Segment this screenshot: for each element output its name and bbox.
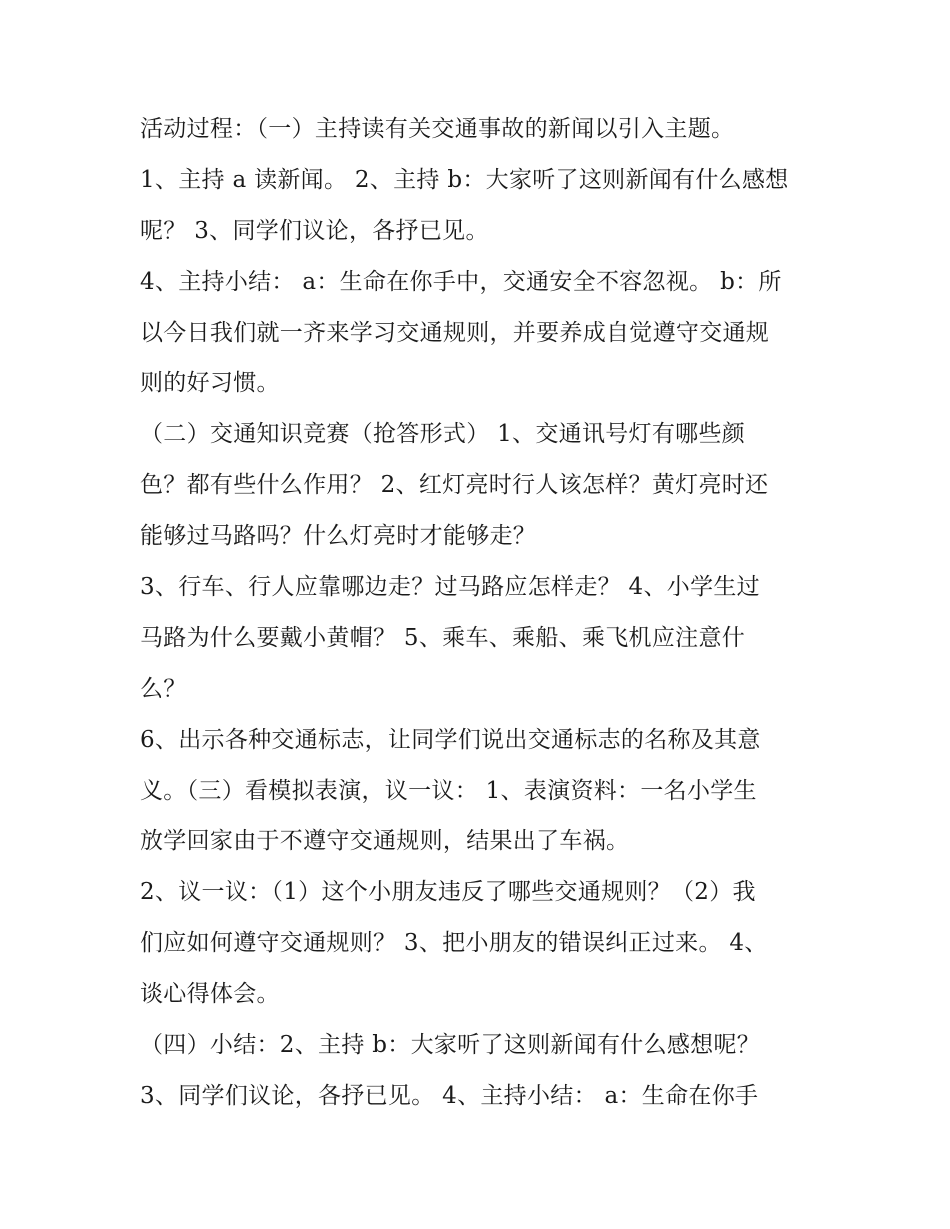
text-line: 义。（三）看模拟表演，议一议： 1、表演资料：一名小学生: [140, 777, 757, 804]
document-body: [140, 104, 820, 1122]
text-line: 放学回家由于不遵守交通规则，结果出了车祸。: [140, 828, 630, 855]
text-line: 则的好习惯。: [140, 370, 280, 397]
text-line: （二）交通知识竞赛（抢答形式） 1、交通讯号灯有哪些颜: [140, 421, 746, 448]
text-line: 3、行车、行人应靠哪边走？过马路应怎样走？ 4、小学生过: [140, 574, 760, 601]
text-line: 么？: [140, 675, 187, 702]
text-line: 6、出示各种交通标志，让同学们说出交通标志的名称及其意: [140, 726, 761, 753]
text-line: 活动过程：（一）主持读有关交通事故的新闻以引入主题。: [140, 116, 735, 142]
text-line: 以今日我们就一齐来学习交通规则，并要养成自觉遵守交通规: [140, 319, 770, 346]
text-line: 能够过马路吗？什么灯亮时才能够走？: [140, 523, 537, 550]
text-line: （四）小结：2、主持 b：大家听了这则新闻有什么感想呢？: [140, 1032, 761, 1059]
text-line: 色？都有些什么作用？ 2、红灯亮时行人该怎样？黄灯亮时还: [140, 472, 769, 499]
text-line: 马路为什么要戴小黄帽？ 5、乘车、乘船、乘飞机应注意什: [140, 624, 746, 651]
text-line: 4、主持小结： a：生命在你手中，交通安全不容忽视。 b：所: [140, 268, 782, 295]
text-line: 呢？ 3、同学们议论，各抒已见。: [140, 217, 489, 244]
text-line: 1、主持 a 读新闻。 2、主持 b：大家听了这则新闻有什么感想: [140, 166, 789, 193]
text-line: 2、议一议：（1）这个小朋友违反了哪些交通规则？（2）我: [140, 879, 756, 906]
text-line: 3、同学们议论，各抒已见。 4、主持小结： a：生命在你手: [140, 1082, 759, 1109]
text-line: 谈心得体会。: [140, 981, 280, 1008]
text-line: 们应如何遵守交通规则？ 3、把小朋友的错误纠正过来。 4、: [140, 930, 768, 957]
